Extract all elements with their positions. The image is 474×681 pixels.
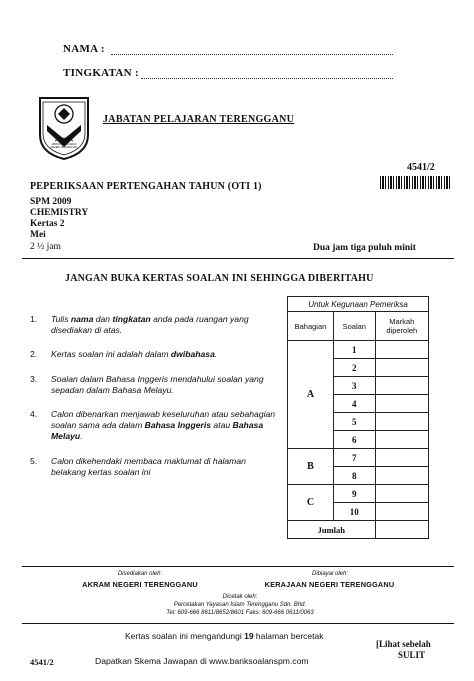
question-number: 2 — [333, 359, 375, 377]
section-a: A — [288, 341, 334, 449]
instruction-text: Calon dikehendaki membaca maklumat di halaman belakang kertas soalan ini — [51, 456, 246, 477]
examiner-table — [287, 296, 429, 539]
question-number: 10 — [333, 503, 375, 521]
crest-icon — [37, 95, 91, 161]
funded-by-label: Dibiayai oleh: — [311, 571, 349, 577]
divider-bottom — [22, 566, 454, 567]
instruction-number: 5. — [30, 456, 38, 466]
page-count-note: Kertas soalan ini mengandungi 19 halaman bercetak — [125, 631, 324, 641]
nama-row — [63, 43, 393, 55]
mark-cell[interactable] — [375, 395, 428, 413]
instruction-number: 3. — [30, 374, 38, 384]
mark-cell[interactable] — [375, 341, 428, 359]
printer-label: Dicetak oleh: — [222, 594, 258, 600]
prepared-by-label: Disediakan oleh: — [117, 571, 163, 577]
funded-by-name: KERAJAAN NEGERI TERENGGANU — [264, 580, 395, 589]
header-bahagian: Bahagian — [288, 312, 334, 341]
header-markah: Markah diperoleh — [375, 312, 428, 341]
section-c: C — [288, 485, 334, 521]
crest-graphic — [37, 95, 91, 161]
mark-cell[interactable] — [375, 503, 428, 521]
barcode — [380, 176, 450, 189]
question-number: 7 — [333, 449, 375, 467]
exam-level: SPM 2009 — [30, 197, 72, 207]
nama-label: NAMA : — [63, 43, 105, 55]
footer-paper-code: 4541/2 — [30, 657, 54, 667]
table-caption: Untuk Kegunaan Pemeriksa — [288, 297, 429, 312]
header-soalan: Soalan — [333, 312, 375, 341]
instruction-text: Tulis nama dan tingkatan anda pada ruangan yang disediakan di atas. — [51, 314, 249, 335]
see-next-page: [Lihat sebelah — [376, 639, 431, 649]
sulit-label: SULIT — [398, 650, 426, 660]
total-label: Jumlah — [288, 521, 376, 539]
instruction-number: 2. — [30, 349, 38, 359]
exam-paper: Kertas 2 — [30, 219, 65, 229]
tingkatan-label: TINGKATAN : — [63, 67, 139, 79]
instruction-text: Soalan dalam Bahasa Inggeris mendahului soalan yang sepadan dalam Bahasa Melayu. — [51, 374, 264, 395]
printer-name: Percetakan Yayasan Islam Terengganu Sdn. Bhd. — [173, 602, 307, 608]
instruction-text: Kertas soalan ini adalah dalam dwibahasa. — [51, 349, 218, 359]
website-link[interactable]: Dapatkan Skema Jawapan di www.banksoalanspm.com — [95, 656, 309, 666]
mark-cell[interactable] — [375, 467, 428, 485]
mark-cell[interactable] — [375, 449, 428, 467]
department-title: JABATAN PELAJARAN TERENGGANU — [103, 114, 295, 125]
question-number: 6 — [333, 431, 375, 449]
instruction-number: 4. — [30, 409, 38, 419]
tingkatan-row — [63, 67, 393, 79]
question-number: 9 — [333, 485, 375, 503]
question-number: 5 — [333, 413, 375, 431]
question-number: 3 — [333, 377, 375, 395]
divider-top — [22, 258, 454, 259]
exam-subject: CHEMISTRY — [30, 208, 89, 218]
total-mark-cell[interactable] — [375, 521, 428, 539]
warning-banner: JANGAN BUKA KERTAS SOALAN INI SEHINGGA DIBERITAHU — [65, 273, 374, 284]
section-b: B — [288, 449, 334, 485]
mark-cell[interactable] — [375, 413, 428, 431]
paper-code: 4541/2 — [407, 162, 435, 173]
question-number: 8 — [333, 467, 375, 485]
crest-caption: JABATAN PELAJARAN NEGERI TERENGGANU — [50, 143, 78, 149]
tingkatan-field[interactable] — [141, 69, 393, 79]
instructions-list — [30, 314, 285, 494]
instruction-number: 1. — [30, 314, 38, 324]
mark-cell[interactable] — [375, 485, 428, 503]
nama-field[interactable] — [111, 45, 393, 55]
mark-cell[interactable] — [375, 359, 428, 377]
question-number: 1 — [333, 341, 375, 359]
mark-cell[interactable] — [375, 377, 428, 395]
question-number: 4 — [333, 395, 375, 413]
instruction-text: Calon dibenarkan menjawab keseluruhan atau sebahagian soalan sama ada dalam Bahasa Inggeris atau Bahasa Melayu. — [51, 409, 276, 441]
exam-title: PEPERIKSAAN PERTENGAHAN TAHUN (OTI 1) — [30, 181, 262, 192]
exam-duration-long: Dua jam tiga puluh minit — [313, 243, 416, 253]
exam-duration-short: 2 ½ jam — [30, 242, 61, 252]
exam-month: Mei — [30, 230, 46, 240]
divider-footer — [22, 623, 454, 624]
mark-cell[interactable] — [375, 431, 428, 449]
prepared-by-name: AKRAM NEGERI TERENGGANU — [82, 580, 198, 589]
printer-contact: Tel: 609-666 8611/8652/8601 Faks: 609-666 0611/0063 — [166, 610, 314, 616]
